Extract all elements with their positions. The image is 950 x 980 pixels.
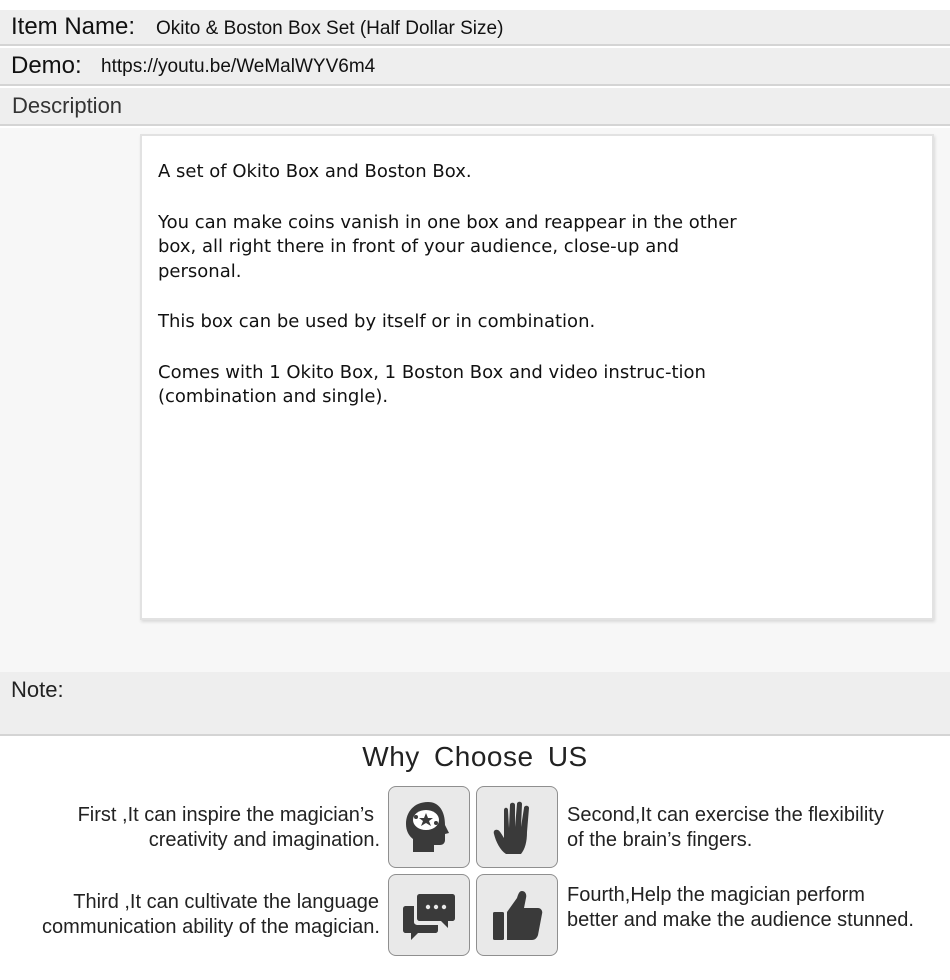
note-label: Note: bbox=[11, 677, 64, 702]
thumbs-up-icon bbox=[486, 884, 548, 946]
thumbs-up-icon-tile bbox=[476, 874, 558, 956]
brain-head-icon bbox=[398, 796, 460, 858]
description-paragraph: A set of Okito Box and Boston Box. bbox=[158, 161, 472, 182]
hand-icon-tile bbox=[476, 786, 558, 868]
feature-fourth-line2: better and make the audience stunned. bbox=[567, 909, 914, 931]
chat-bubbles-icon bbox=[398, 884, 460, 946]
description-bar bbox=[0, 88, 950, 126]
feature-second-line1: Second,It can exercise the flexibility bbox=[567, 804, 884, 826]
chat-bubbles-icon-tile bbox=[388, 874, 470, 956]
feature-third-line1: Third ,It can cultivate the language bbox=[73, 891, 379, 913]
feature-fourth bbox=[567, 883, 947, 933]
feature-fourth-line1: Fourth,Help the magician perform bbox=[567, 884, 865, 906]
brain-head-icon-tile bbox=[388, 786, 470, 868]
why-choose-title: Why Choose US bbox=[362, 741, 588, 772]
feature-second-line2: of the brain’s fingers. bbox=[567, 829, 753, 851]
description-paragraph: Comes with 1 Okito Box, 1 Boston Box and video instruc-tion (combination and single). bbox=[158, 361, 706, 407]
description-text bbox=[158, 160, 758, 436]
demo-link[interactable]: https://youtu.be/WeMalWYV6m4 bbox=[101, 56, 376, 77]
description-label: Description bbox=[12, 93, 123, 118]
item-name-label: Item Name: bbox=[11, 13, 136, 40]
feature-third bbox=[0, 890, 380, 940]
item-name-value: Okito & Boston Box Set (Half Dollar Size) bbox=[156, 18, 504, 39]
feature-first-line2: creativity and imagination. bbox=[148, 829, 380, 851]
feature-first-line1: First ,It can inspire the magician’s bbox=[77, 804, 374, 826]
feature-third-line2: communication ability of the magician. bbox=[42, 916, 380, 938]
demo-label: Demo: bbox=[11, 52, 82, 79]
description-paragraph: You can make coins vanish in one box and reappear in the other box, all right there in front of your audience, close-up and personal. bbox=[158, 211, 737, 282]
feature-first bbox=[0, 803, 380, 853]
description-paragraph: This box can be used by itself or in combination. bbox=[158, 311, 596, 332]
hand-icon bbox=[486, 796, 548, 858]
note-bar bbox=[0, 672, 950, 736]
feature-second bbox=[567, 803, 947, 853]
